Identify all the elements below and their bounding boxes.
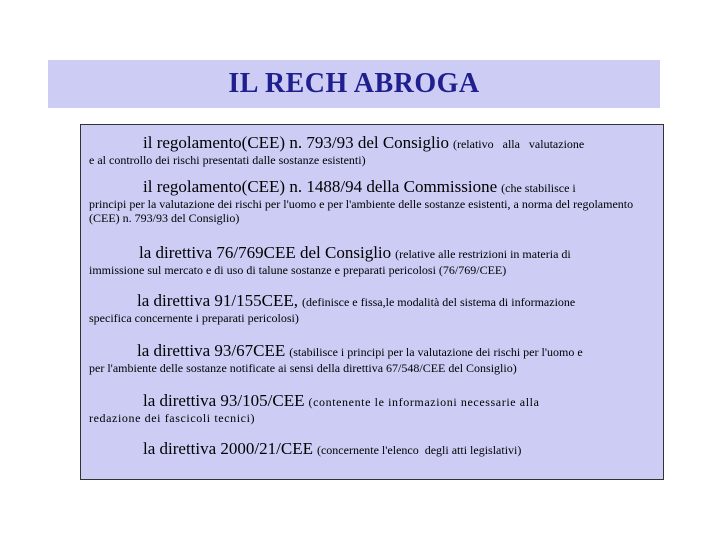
item-detail-rest: redazione dei fascicoli tecnici) (89, 411, 256, 425)
item-detail-first: (relativo alla valutazione (452, 137, 585, 151)
item-detail-first: (definisce e fissa,le modalità del sistema di informazione (302, 295, 576, 309)
item-title: la direttiva 93/105/CEE (143, 391, 305, 410)
item-detail-rest: per l'ambiente delle sostanze notificate ai sensi della direttiva 67/548/CEE del Consiglio) (89, 361, 517, 375)
item-detail-rest: immissione sul mercato e di uso di talune sostanze e preparati pericolosi (76/769/CEE) (89, 263, 507, 277)
item-title: la direttiva 91/155CEE, (137, 291, 298, 310)
content-panel (80, 124, 664, 480)
list-item (81, 291, 657, 325)
item-detail-first: (contenente le informazioni necessarie alla (308, 395, 540, 409)
item-title: la direttiva 93/67CEE (137, 341, 286, 360)
item-title: la direttiva 2000/21/CEE (143, 439, 313, 458)
item-title: il regolamento(CEE) n. 1488/94 della Commissione (143, 177, 498, 196)
item-title: la direttiva 76/769CEE del Consiglio (139, 243, 392, 262)
item-detail-first: (che stabilisce i (501, 181, 576, 195)
list-item (81, 177, 657, 225)
item-title: il regolamento(CEE) n. 793/93 del Consiglio (143, 133, 449, 152)
list-item (81, 391, 657, 425)
item-detail-rest: specifica concernente i preparati pericolosi) (89, 311, 299, 325)
list-item (81, 341, 657, 375)
item-detail-rest: principi per la valutazione dei rischi per l'uomo e per l'ambiente delle sostanze esistenti, a norma del regolamento (CEE) n. 793/93 del Consiglio) (89, 197, 634, 225)
list-item (81, 133, 657, 167)
list-item (81, 439, 657, 459)
page-title: IL RECH ABROGA (228, 68, 480, 99)
list-item (81, 243, 657, 277)
item-detail-first: (stabilisce i principi per la valutazione dei rischi per l'uomo e (289, 345, 583, 359)
item-detail-first: (relative alle restrizioni in materia di (395, 247, 571, 261)
item-detail-rest: e al controllo dei rischi presentati dalle sostanze esistenti) (89, 153, 366, 167)
item-detail-first: (concernente l'elenco degli atti legislativi) (316, 443, 522, 457)
title-bar (48, 60, 660, 108)
